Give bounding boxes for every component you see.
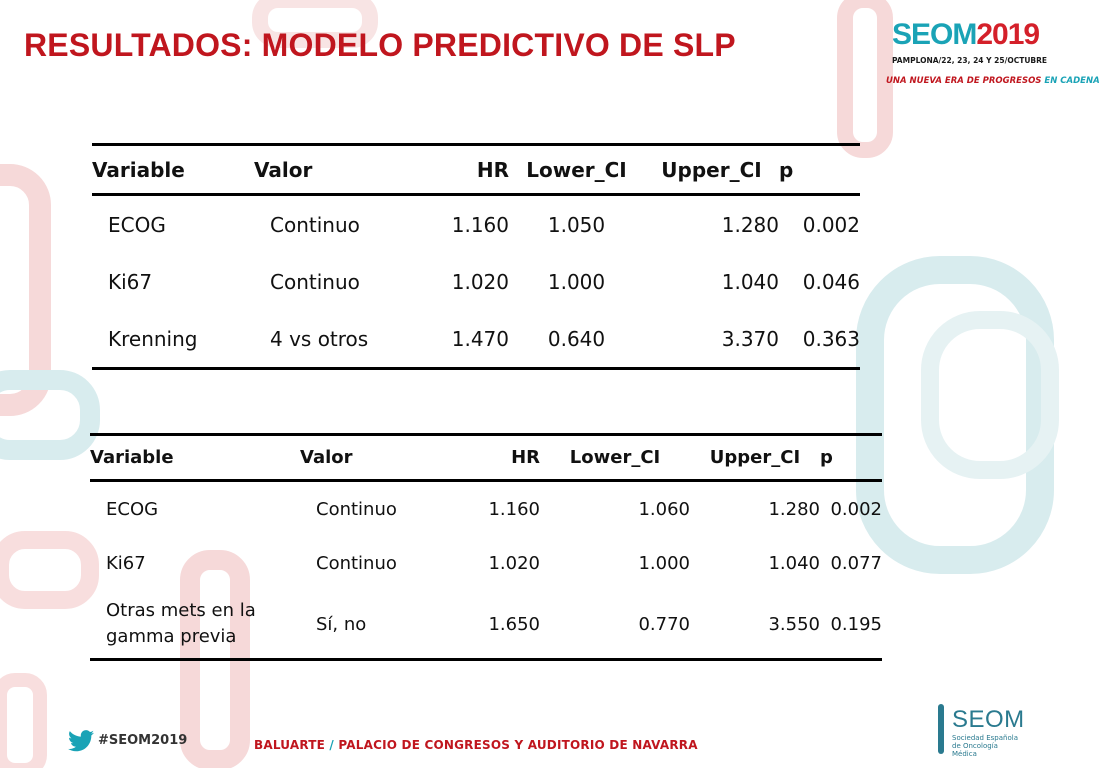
seom2019-congress-logo [882, 10, 1100, 100]
cell-upper-ci: 1.280 [721, 212, 779, 237]
cell-hr: 1.020 [488, 552, 540, 574]
cell-hr: 1.160 [451, 212, 509, 237]
cell-p: 0.002 [830, 498, 882, 520]
header-p: p [820, 447, 833, 468]
table-row [90, 590, 882, 660]
cell-upper-ci: 1.040 [721, 269, 779, 294]
cell-p: 0.195 [830, 613, 882, 635]
cell-valor: Continuo [270, 212, 360, 237]
logo-brand: SEOM [892, 18, 977, 51]
seom-society-logo [938, 700, 1025, 760]
header-hr: HR [511, 447, 540, 468]
table-row [92, 253, 860, 310]
cell-variable: Otras mets en la gamma previa [106, 600, 256, 647]
twitter-bird-icon [68, 730, 94, 752]
cell-lower-ci: 0.640 [547, 326, 606, 351]
cell-lower-ci: 0.770 [638, 613, 690, 635]
cell-variable: Ki67 [106, 552, 146, 574]
cell-valor: Sí, no [316, 613, 367, 635]
header-variable: Variable [92, 157, 185, 182]
seom-sub-line2: de Oncología Médica [952, 742, 998, 758]
logo-tagline [886, 76, 1100, 86]
venue-main: BALUARTE [254, 738, 325, 752]
cell-variable: ECOG [108, 212, 166, 237]
header-upper-ci: Upper_CI [661, 157, 762, 182]
cell-upper-ci: 1.280 [768, 498, 820, 520]
cell-hr: 1.470 [451, 326, 509, 351]
cell-lower-ci: 1.000 [638, 552, 690, 574]
table-header-row [90, 435, 882, 481]
header-valor: Valor [300, 447, 353, 468]
cell-valor: 4 vs otros [270, 326, 369, 351]
header-hr: HR [476, 157, 509, 182]
cell-valor: Continuo [316, 552, 397, 574]
cell-variable: Krenning [108, 326, 198, 351]
cell-p: 0.046 [802, 269, 860, 294]
logo-tagline-main: UNA NUEVA ERA DE PROGRESOS [886, 76, 1042, 86]
header-upper-ci: Upper_CI [709, 447, 801, 468]
header-p: p [779, 157, 794, 182]
header-variable: Variable [90, 447, 174, 468]
cell-lower-ci: 1.060 [638, 498, 690, 520]
cell-hr: 1.020 [451, 269, 509, 294]
cell-hr: 1.160 [488, 498, 540, 520]
logo-tagline-accent: EN CADENA [1044, 76, 1100, 86]
venue-rest: PALACIO DE CONGRESOS Y AUDITORIO DE NAVARRA [338, 738, 698, 752]
cell-lower-ci: 1.050 [547, 212, 606, 237]
venue-slash: / [329, 738, 334, 752]
header-lower-ci: Lower_CI [569, 447, 661, 468]
logo-wordmark [892, 18, 1039, 52]
table-header-row [92, 145, 860, 195]
cell-hr: 1.650 [488, 613, 540, 635]
cell-valor: Continuo [316, 498, 397, 520]
footer-hashtag: #SEOM2019 [98, 733, 188, 748]
table-row [92, 310, 860, 369]
cell-lower-ci: 1.000 [547, 269, 606, 294]
cell-upper-ci: 3.370 [721, 326, 779, 351]
cell-valor: Continuo [270, 269, 360, 294]
cell-p: 0.363 [802, 326, 860, 351]
logo-location-dates: PAMPLONA/22, 23, 24 Y 25/OCTUBRE [892, 56, 1048, 65]
cell-upper-ci: 3.550 [768, 613, 820, 635]
footer-venue [254, 738, 698, 752]
cell-p: 0.077 [830, 552, 882, 574]
cell-p: 0.002 [802, 212, 860, 237]
results-table-1 [92, 143, 860, 370]
seom-logo-word: SEOM [952, 706, 1025, 733]
cell-variable: ECOG [106, 498, 159, 520]
table-row [90, 536, 882, 590]
results-table-2 [90, 433, 882, 661]
logo-year: 2019 [976, 18, 1040, 51]
seom-sub-line1: Sociedad Española [952, 734, 1018, 742]
table-row [90, 481, 882, 537]
header-lower-ci: Lower_CI [526, 157, 627, 182]
header-valor: Valor [254, 157, 313, 182]
cell-variable: Ki67 [108, 269, 153, 294]
seom-logo-subtitle [952, 734, 1020, 758]
cell-upper-ci: 1.040 [768, 552, 820, 574]
seom-logo-bar [938, 704, 944, 754]
table-row [92, 195, 860, 254]
slide-title: RESULTADOS: MODELO PREDICTIVO DE SLP [24, 27, 736, 63]
